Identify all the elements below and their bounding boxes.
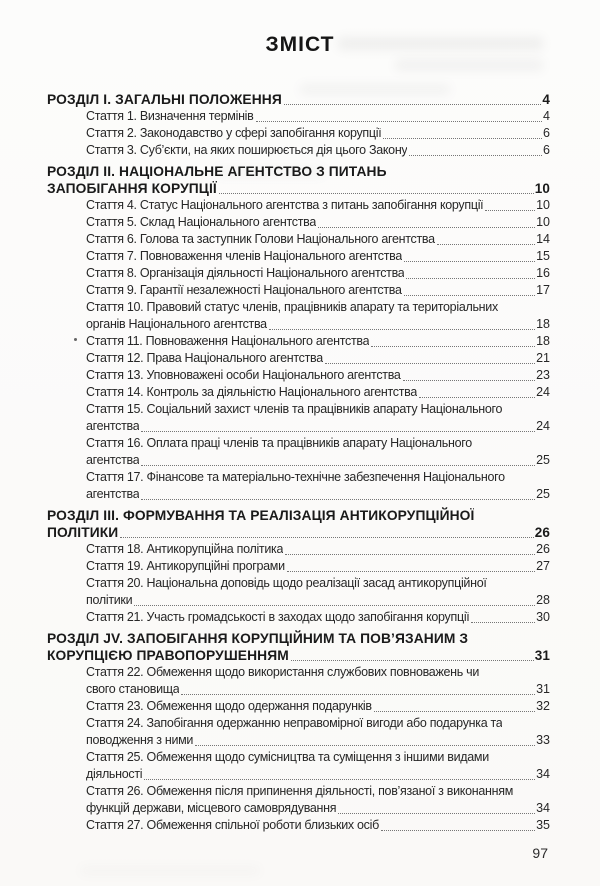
toc-line	[86, 715, 550, 732]
toc-line	[86, 401, 550, 418]
toc-entry	[47, 609, 550, 626]
toc-line-text: агентства	[86, 487, 140, 501]
toc-entry	[47, 558, 550, 575]
toc-line-text: Стаття 12. Права Національного агентства	[86, 351, 323, 365]
toc-entry	[47, 299, 550, 333]
toc-line-text: РОЗДІЛ ІІІ. ФОРМУВАННЯ ТА РЕАЛІЗАЦІЯ АНТИКОРУПЦІЙНОЇ	[47, 508, 475, 523]
toc-page-number: 25	[536, 487, 550, 501]
dot-leader	[284, 104, 542, 105]
toc-entry	[47, 333, 550, 350]
toc-page-number: 16	[536, 266, 550, 280]
toc-page-number: 6	[543, 143, 550, 157]
toc-line-text: Стаття 10. Правовий статус членів, працівників апарату та територіальних	[86, 300, 498, 314]
toc-line	[86, 749, 550, 766]
toc-page-number: 10	[536, 198, 550, 212]
dot-leader	[318, 227, 535, 228]
toc-line	[47, 91, 550, 108]
dot-leader	[404, 295, 535, 296]
dot-leader	[403, 380, 536, 381]
toc-line-text: свого становища	[86, 682, 180, 696]
toc-line	[86, 248, 550, 265]
toc-line	[86, 592, 550, 609]
toc-line-text: Стаття 25. Обмеження щодо сумісництва та суміщення з іншими видами	[86, 750, 489, 764]
toc-line-text: РОЗДІЛ JV. ЗАПОБІГАННЯ КОРУПЦІЙНИМ ТА ПОВ’ЯЗАНИМ З	[47, 631, 469, 646]
dot-leader	[374, 711, 535, 712]
toc-line	[86, 142, 550, 159]
toc-line-text: Стаття 27. Обмеження спільної роботи близьких осіб	[86, 818, 379, 832]
toc-page-number: 33	[536, 733, 550, 747]
toc-line-text: Стаття 1. Визначення термінів	[86, 109, 254, 123]
toc-section	[47, 91, 550, 159]
toc-page-number: 34	[536, 801, 550, 815]
toc-page-number: 18	[536, 334, 550, 348]
toc-page-number: 31	[534, 648, 550, 663]
toc-line-text: органів Національного агентства	[86, 317, 267, 331]
toc-line	[86, 817, 550, 834]
dot-leader	[383, 138, 542, 139]
toc-page-number: 26	[534, 525, 550, 540]
toc-entry	[47, 469, 550, 503]
toc-line-text: КОРУПЦІЄЮ ПРАВОПОРУШЕННЯМ	[47, 648, 289, 663]
toc-line-text: Стаття 22. Обмеження щодо використання службових повноважень чи	[86, 665, 480, 679]
toc-line-text: Стаття 9. Гарантії незалежності Національного агентства	[86, 283, 402, 297]
dot-leader	[141, 499, 535, 500]
toc-line-text: Стаття 18. Антикорупційна політика	[86, 542, 284, 556]
dot-leader	[291, 660, 534, 661]
toc-entry	[47, 783, 550, 817]
page-title: ЗМІСТ	[265, 33, 335, 56]
toc-line-text: Стаття 17. Фінансове та матеріально-технічне забезпечення Національного	[86, 470, 505, 484]
toc-line	[47, 630, 550, 647]
toc-line	[86, 698, 550, 715]
toc-line	[86, 350, 550, 367]
toc-section-heading	[47, 163, 550, 197]
toc-line	[86, 469, 550, 486]
toc-entry	[47, 664, 550, 698]
toc-page-number: 4	[543, 109, 550, 123]
dot-leader	[141, 431, 535, 432]
toc-entry	[47, 282, 550, 299]
toc-line-text: Стаття 15. Соціальний захист членів та працівників апарату Національного	[86, 402, 503, 416]
toc-line	[86, 800, 550, 817]
dot-leader	[437, 244, 535, 245]
toc-line	[47, 180, 550, 197]
toc-line	[86, 316, 550, 333]
toc-page-number: 26	[536, 542, 550, 556]
toc-entry	[47, 749, 550, 783]
speck-artifact	[74, 338, 77, 341]
toc-entry	[47, 575, 550, 609]
toc-line	[86, 108, 550, 125]
toc-line-text: діяльності	[86, 767, 143, 781]
toc-line	[47, 647, 550, 664]
toc-line	[47, 524, 550, 541]
toc-line-text: РОЗДІЛ ІІ. НАЦІОНАЛЬНЕ АГЕНТСТВО З ПИТАНЬ	[47, 164, 387, 179]
toc-line	[86, 609, 550, 626]
toc-line-text: агентства	[86, 453, 140, 467]
toc-entry	[47, 817, 550, 834]
toc-line-text: Стаття 23. Обмеження щодо одержання подарунків	[86, 699, 372, 713]
toc-line	[86, 197, 550, 214]
toc-section-heading	[47, 507, 550, 541]
toc-line-text: Стаття 19. Антикорупційні програми	[86, 559, 285, 573]
toc-line	[86, 384, 550, 401]
toc-line-text: Стаття 14. Контроль за діяльністю Національного агентства	[86, 385, 418, 399]
toc-entry	[47, 214, 550, 231]
toc-entry	[47, 715, 550, 749]
toc-line	[86, 681, 550, 698]
toc-entry	[47, 350, 550, 367]
dot-leader	[371, 346, 535, 347]
toc-line	[86, 125, 550, 142]
table-of-contents	[47, 91, 550, 834]
toc-line-text: Стаття 13. Уповноважені особи Національного агентства	[86, 368, 401, 382]
dot-leader	[325, 363, 535, 364]
toc-section	[47, 507, 550, 626]
dot-leader	[406, 278, 535, 279]
toc-page-number: 15	[536, 249, 550, 263]
toc-entry	[47, 197, 550, 214]
toc-page-number: 10	[536, 215, 550, 229]
toc-entry	[47, 541, 550, 558]
toc-line-text: Стаття 26. Обмеження після припинення діяльності, пов’язаної з виконанням	[86, 784, 513, 798]
toc-page-number: 10	[534, 181, 550, 196]
dot-leader	[134, 605, 535, 606]
toc-line	[86, 541, 550, 558]
toc-line	[47, 507, 550, 524]
toc-line	[86, 299, 550, 316]
toc-entry	[47, 698, 550, 715]
toc-page-number: 24	[536, 385, 550, 399]
toc-page-number: 32	[536, 699, 550, 713]
dot-leader	[181, 694, 535, 695]
toc-line-text: Стаття 4. Статус Національного агентства з питань запобігання корупції	[86, 198, 484, 212]
toc-line	[86, 783, 550, 800]
toc-line	[47, 163, 550, 180]
toc-section	[47, 163, 550, 503]
dot-leader	[219, 193, 534, 194]
toc-page-number: 14	[536, 232, 550, 246]
toc-line-text: Стаття 5. Склад Національного агентства	[86, 215, 317, 229]
toc-line-text: Стаття 3. Суб’єкти, на яких поширюється дія цього Закону	[86, 143, 408, 157]
toc-line	[86, 367, 550, 384]
toc-page-number: 18	[536, 317, 550, 331]
toc-page-number: 25	[536, 453, 550, 467]
dot-leader	[144, 779, 535, 780]
dot-leader	[381, 830, 535, 831]
dot-leader	[195, 745, 535, 746]
toc-page-number: 21	[536, 351, 550, 365]
dot-leader	[120, 537, 533, 538]
dot-leader	[285, 554, 535, 555]
toc-line-text: Стаття 11. Повноваження Національного агентства	[86, 334, 370, 348]
toc-page-number: 4	[542, 92, 550, 107]
toc-line	[86, 766, 550, 783]
toc-page-number: 17	[536, 283, 550, 297]
toc-entry	[47, 142, 550, 159]
toc-line-text: Стаття 8. Організація діяльності Національного агентства	[86, 266, 405, 280]
toc-line	[86, 265, 550, 282]
toc-entry	[47, 248, 550, 265]
toc-line-text: Стаття 21. Участь громадськості в заходах щодо запобігання корупції	[86, 610, 470, 624]
toc-section-heading	[47, 630, 550, 664]
toc-page-number: 35	[536, 818, 550, 832]
toc-line-text: політики	[86, 593, 133, 607]
toc-page-number: 30	[536, 610, 550, 624]
toc-line	[86, 664, 550, 681]
toc-entry	[47, 367, 550, 384]
toc-entry	[47, 384, 550, 401]
toc-line-text: поводження з ними	[86, 733, 194, 747]
toc-line	[86, 558, 550, 575]
toc-section	[47, 630, 550, 834]
dot-leader	[409, 155, 542, 156]
toc-line-text: Стаття 16. Оплата праці членів та працівників апарату Національного	[86, 436, 472, 450]
toc-line	[86, 575, 550, 592]
toc-line-text: Стаття 20. Національна доповідь щодо реалізації засад антикорупційної	[86, 576, 487, 590]
toc-line-text: ПОЛІТИКИ	[47, 525, 119, 540]
toc-line-text: ЗАПОБІГАННЯ КОРУПЦІЇ	[47, 181, 217, 196]
toc-line-text: Стаття 6. Голова та заступник Голови Національного агентства	[86, 232, 435, 246]
toc-line-text: агентства	[86, 419, 140, 433]
toc-page-number: 24	[536, 419, 550, 433]
toc-section-heading	[47, 91, 550, 108]
dot-leader	[404, 261, 535, 262]
toc-line	[86, 214, 550, 231]
dot-leader	[269, 329, 535, 330]
toc-line	[86, 418, 550, 435]
toc-line	[86, 333, 550, 350]
toc-line	[86, 435, 550, 452]
toc-line-text: РОЗДІЛ І. ЗАГАЛЬНІ ПОЛОЖЕННЯ	[47, 92, 282, 107]
toc-line-text: функцій держави, місцевого самоврядування	[86, 801, 337, 815]
bleed-through-artifact	[80, 866, 260, 875]
toc-entry	[47, 108, 550, 125]
toc-page-number: 6	[543, 126, 550, 140]
toc-page-number: 27	[536, 559, 550, 573]
dot-leader	[256, 121, 543, 122]
toc-entry	[47, 401, 550, 435]
toc-entry	[47, 231, 550, 248]
toc-line	[86, 486, 550, 503]
dot-leader	[287, 571, 535, 572]
toc-line	[86, 732, 550, 749]
toc-line-text: Стаття 24. Запобігання одержанню неправомірної вигоди або подарунка та	[86, 716, 503, 730]
toc-line	[86, 452, 550, 469]
toc-line	[86, 231, 550, 248]
toc-line	[86, 282, 550, 299]
dot-leader	[485, 210, 535, 211]
dot-leader	[141, 465, 535, 466]
dot-leader	[419, 397, 535, 398]
bleed-through-artifact	[395, 59, 543, 71]
toc-entry	[47, 265, 550, 282]
toc-page-number: 34	[536, 767, 550, 781]
dot-leader	[338, 813, 535, 814]
toc-line-text: Стаття 7. Повноваження членів Національного агентства	[86, 249, 402, 263]
toc-page-number: 31	[536, 682, 550, 696]
toc-entry	[47, 125, 550, 142]
page-number: 97	[532, 845, 548, 861]
toc-entry	[47, 435, 550, 469]
dot-leader	[471, 622, 535, 623]
toc-page-number: 28	[536, 593, 550, 607]
toc-line-text: Стаття 2. Законодавство у сфері запобігання корупції	[86, 126, 382, 140]
toc-page-number: 23	[536, 368, 550, 382]
